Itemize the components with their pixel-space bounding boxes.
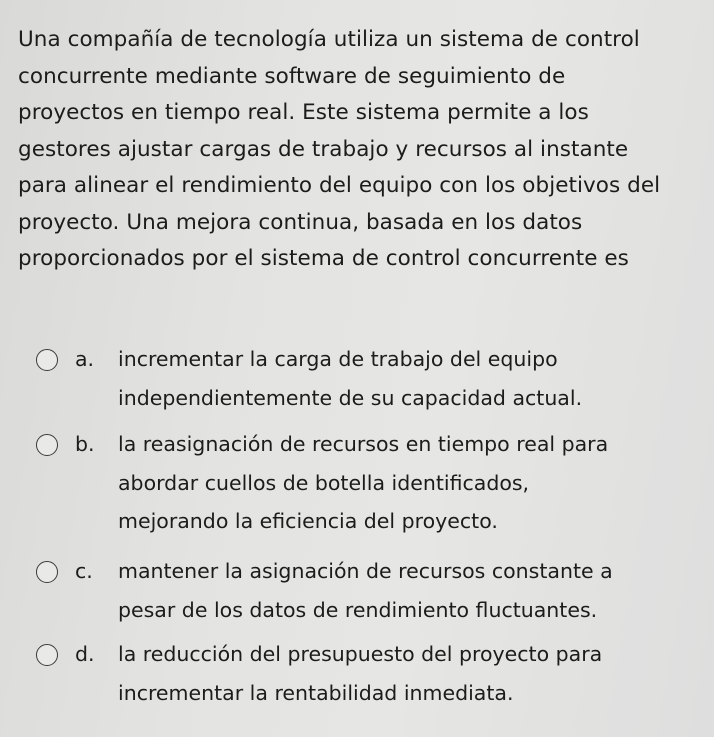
option-letter: c. [75,559,93,583]
question-line: Una compañía de tecnología utiliza un sistema de control [18,27,640,52]
option-line: independientemente de su capacidad actual. [118,385,583,410]
option-line: mejorando la eficiencia del proyecto. [118,509,498,533]
question-text [18,22,708,278]
option-text [118,340,582,417]
option-text [118,552,613,629]
question-line: proyecto. Una mejora continua, basada en los datos [18,209,583,235]
option-text [118,425,608,541]
question-line: proporcionados por el sistema de control concurrente es [18,246,629,271]
option-line: pesar de los datos de rendimiento fluctuantes. [118,597,598,622]
option-line: abordar cuellos de botella identificados, [118,470,530,495]
question-line: gestores ajustar cargas de trabajo y recursos al instante [18,136,629,162]
radio-button-b[interactable] [36,434,58,456]
option-line: incrementar la carga de trabajo del equipo [118,347,558,371]
option-line: la reasignación de recursos en tiempo real para [118,432,609,456]
option-letter: a. [75,347,95,371]
question-line: para alinear el rendimiento del equipo con los objetivos del [18,173,661,198]
option-letter: b. [75,432,95,456]
question-line: proyectos en tiempo real. Este sistema permite a los [18,100,589,125]
option-line: incrementar la rentabilidad inmediata. [118,680,514,705]
question-line: concurrente mediante software de seguimiento de [18,63,566,89]
radio-button-c[interactable] [36,561,58,583]
option-letter: d. [75,642,95,666]
radio-button-a[interactable] [36,349,58,371]
option-text [118,635,602,712]
option-line: la reducción del presupuesto del proyecto para [118,642,603,666]
option-line: mantener la asignación de recursos constante a [118,559,613,583]
radio-button-d[interactable] [36,644,58,666]
